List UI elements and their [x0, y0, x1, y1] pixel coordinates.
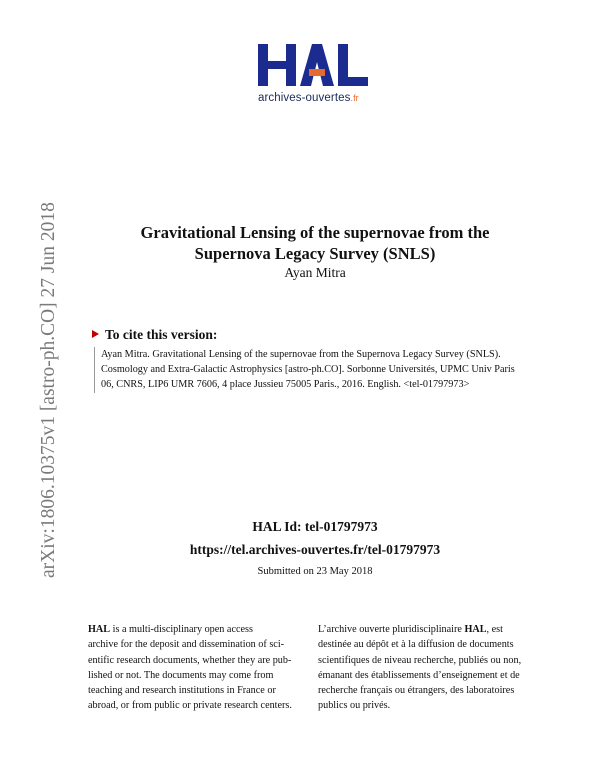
hal-wordmark [256, 40, 372, 92]
description-line: publics ou privés. [318, 700, 391, 712]
citation-line: 06, CNRS, LIP6 UMR 7606, 4 place Jussieu 75005 Paris., 2016. English. <tel-01797973> [101, 379, 470, 391]
arxiv-stamp: arXiv:1806.10375v1 [astro-ph.CO] 27 Jun 2018 [38, 202, 59, 578]
citation-block [94, 347, 551, 393]
hal-description-en [88, 622, 298, 714]
author: Ayan Mitra [284, 265, 346, 280]
hal-description-fr [318, 622, 528, 714]
paper-title [100, 222, 530, 264]
description-line: lished or not. The documents may come from [88, 669, 274, 681]
description-line: recherche français ou étrangers, des laboratoires [318, 685, 515, 697]
hal-logo-subtitle: archives-ouvertes.fr [258, 92, 359, 104]
description-line: archive for the deposit and dissemination of sci- [88, 639, 285, 651]
citation-line: Ayan Mitra. Gravitational Lensing of the supernovae from the Supernova Legacy Survey (SNLS). [101, 349, 501, 360]
description-line: L’archive ouverte pluridisciplinaire HAL, est [318, 624, 503, 635]
description-line: entific research documents, whether they are pub- [88, 654, 292, 666]
description-line: teaching and research institutions in France or [88, 685, 276, 697]
cite-heading: To cite this version: [92, 327, 217, 343]
description-line: abroad, or from public or private research centers. [88, 700, 292, 712]
description-line: HAL is a multi-disciplinary open access [88, 624, 253, 635]
description-line: scientifiques de niveau recherche, publiés ou non, [318, 654, 522, 666]
description-line: destinée au dépôt et à la diffusion de documents [318, 639, 514, 651]
title-line: Supernova Legacy Survey (SNLS) [194, 244, 436, 263]
citation-line: Cosmology and Extra-Galactic Astrophysics [astro-ph.CO]. Sorbonne Universités, UPMC Univ Paris [101, 364, 515, 376]
title-line: Gravitational Lensing of the supernovae from the [140, 223, 490, 242]
submitted-date: Submitted on 23 May 2018 [257, 566, 373, 577]
hal-id: HAL Id: tel-01797973 [252, 519, 378, 534]
hal-logo [256, 40, 372, 110]
hal-url-link[interactable]: https://tel.archives-ouvertes.fr/tel-01797973 [189, 542, 441, 557]
description-line: émanant des établissements d’enseignement et de [318, 669, 520, 681]
triangle-bullet-icon [92, 330, 99, 338]
